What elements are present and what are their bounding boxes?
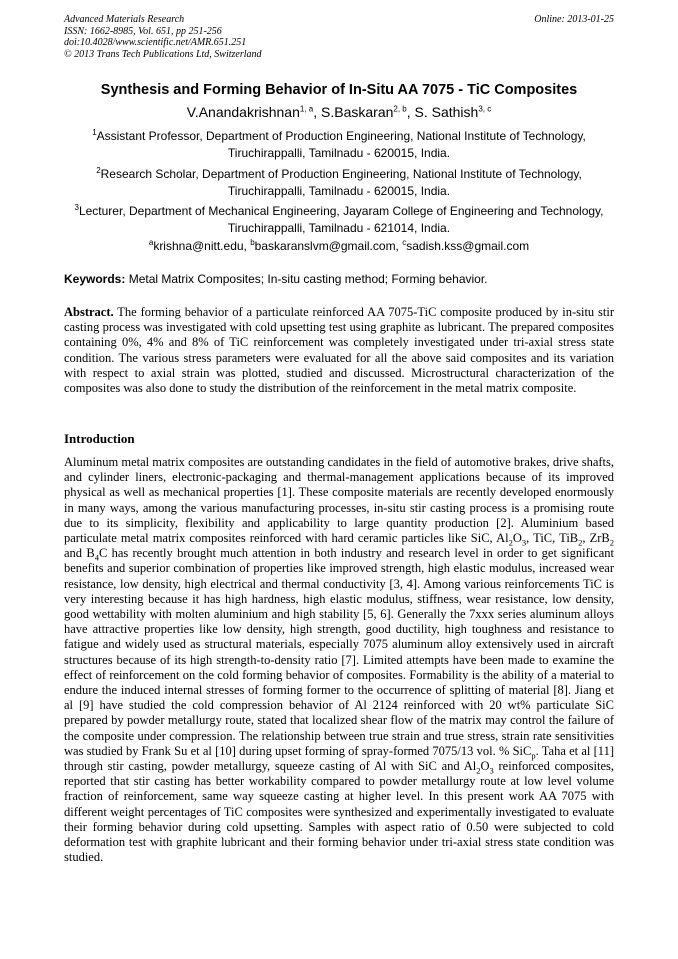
- copyright: © 2013 Trans Tech Publications Ltd, Switzerland: [64, 48, 262, 60]
- email-link[interactable]: krishna@nitt.edu,: [153, 239, 247, 253]
- intro-text: O: [480, 759, 490, 774]
- subscript: 3: [489, 765, 494, 776]
- author-name: V.Anandakrishnan: [186, 104, 300, 120]
- keywords: [64, 272, 614, 286]
- author-sup: 3, c: [478, 104, 492, 114]
- affiliation-num: 2: [96, 166, 101, 175]
- email-sup: a: [148, 238, 154, 247]
- affiliation-text: Research Scholar, Department of Production Engineering, National Institute of Technology, Tiruchirappalli, Tamilnadu - 620015, India.: [100, 167, 582, 198]
- abstract: [64, 305, 614, 396]
- journal-header: [64, 14, 614, 60]
- keywords-text: Metal Matrix Composites; In-situ casting method; Forming behavior.: [128, 272, 488, 286]
- affiliation-2: [60, 166, 618, 199]
- subscript: 2: [578, 537, 583, 548]
- email-sup: b: [250, 238, 255, 247]
- intro-text: reinforced composites, reported that stir casting has better workability compared to powder metallurgy route at low level volume fraction of reinforcement, same way squeeze casting at higher level. In this present work AA 7075 with different weight percentages of TiC composites were synthesized and experimentally investigated to evaluate their forming behavior during cold upsetting. Samples with aspect ratio of 0.50 were subjected to cold deformation test with graphite lubricant and their forming behavior under tri-axial stress state condition was studied.: [64, 759, 614, 865]
- online-date: Online: 2013-01-25: [534, 14, 614, 25]
- abstract-label: Abstract.: [64, 305, 114, 319]
- subscript: 2: [476, 765, 481, 776]
- introduction-body: [64, 455, 614, 865]
- email-list: [60, 238, 618, 255]
- intro-text: C has recently brought much attention in both industry and research level in order to get significant benefits and superior combination of properties like improved strength, high elastic modulus, increased wear resistance, low density, high electrical and thermal conductivity [3, 4]. Among various reinforcements TiC is very interesting because it has high hardness, high elastic modulus, stiffness, wear resistance, low density, good wettability with molten aluminium and high stability [5, 6]. Generally the 7xxx series aluminum alloys have attractive properties like low density, high strength, good ductility, high toughness and resistance to fatigue and widely used as structural materials, especially 7075 aluminum alloy extensively used in aircraft structures because of its high strength-to-density ratio [7]. Limited attempts have been made to examine the effect of reinforcement on the cold forming behavior of composites. Formability is the ability of a material to endure the induced internal stresses of forming former to the occurrence of splitting of material [8]. Jiang et al [9] have studied the cold compression behavior of Al 2124 reinforced with 20 wt% particulate SiC prepared by powder metallurgy route, stated that localized shear flow of the matrix may control the failure of the composite under compression. The relationship between true strain and true stress, strain rate sensitivities was studied by Frank Su et al [10] during upset forming of spray-formed 7075/13 vol. % SiC: [64, 546, 614, 758]
- author-list: V.Anandakrishnan$^{1, a}$, S.Baskaran$^{2, b}$, S. Sathish$^{3, c}$: [186, 104, 492, 120]
- affiliation-num: 3: [74, 203, 79, 212]
- author-sup: 1, a: [299, 104, 314, 114]
- affiliation-1: [60, 128, 618, 161]
- journal-name: Advanced Materials Research: [64, 14, 185, 25]
- intro-text: and B: [64, 546, 95, 561]
- email-sup: c: [402, 238, 407, 247]
- intro-text: Aluminum metal matrix composites are outstanding candidates in the field of automotive brakes, drive shafts, and cylinder liners, electronic-packaging and thermal-management applications because of its improved physical as well as mechanical properties [1]. These composite materials are recently developed enormously in many ways, among the various manufacturing processes, in-situ stir casting process is a promising route due to its simplicity, flexibility and applicability to large quantity production [2]. Aluminium based particulate metal matrix composites reinforced with hard ceramic particles like SiC, Al: [64, 455, 614, 546]
- affiliation-num: 1: [92, 128, 97, 137]
- subscript: 3: [521, 537, 527, 548]
- section-heading-introduction: Introduction: [64, 431, 135, 446]
- affiliation-3: [60, 203, 618, 236]
- keywords-label: Keywords:: [64, 272, 126, 286]
- email-link[interactable]: baskaranslvm@gmail.com,: [254, 239, 399, 253]
- author-sup: 2, b: [393, 104, 407, 114]
- issn: ISSN: 1662-8985, Vol. 651, pp 251-256: [64, 25, 222, 37]
- email-link[interactable]: sadish.kss@gmail.com: [406, 239, 530, 253]
- intro-text: , ZrB: [582, 531, 610, 546]
- intro-text: O: [512, 531, 522, 546]
- author-name: S. Sathish: [414, 104, 479, 120]
- intro-text: , TiC, TiB: [526, 531, 579, 546]
- affiliation-text: Lecturer, Department of Mechanical Engineering, Jayaram College of Engineering and Technology, Tiruchirappalli, Tamilnadu - 621014, India.: [78, 204, 604, 235]
- affiliation-text: Assistant Professor, Department of Production Engineering, National Institute of Technology, Tiruchirappalli, Tamilnadu - 620015, India.: [96, 129, 586, 160]
- subscript: p: [531, 750, 536, 761]
- author-name: S.Baskaran: [321, 104, 394, 120]
- subscript: 4: [94, 552, 99, 563]
- abstract-text: The forming behavior of a particulate reinforced AA 7075-TiC composite produced by in-situ stir casting process was investigated with cold upsetting test using graphite as lubricant. The prepared composites containing 0%, 4% and 8% of TiC reinforcement was completely investigated under tri-axial stress state condition. The various stress parameters were evaluated for all the above said composites and its variation with respect to axial strain was plotted, studied and discussed. Microstructural characterization of the composites was also done to study the distribution of the reinforcement in the metal matrix composite.: [64, 305, 615, 396]
- paper-title: Synthesis and Forming Behavior of In-Situ AA 7075 - TiC Composites: [100, 82, 578, 98]
- subscript: 2: [609, 537, 614, 548]
- doi: doi:10.4028/www.scientific.net/AMR.651.251: [64, 37, 247, 48]
- intro-text: . Taha et al [11] through stir casting, powder metallurgy, squeeze casting of Al with SiC and Al: [64, 743, 614, 774]
- subscript: 2: [508, 537, 513, 548]
